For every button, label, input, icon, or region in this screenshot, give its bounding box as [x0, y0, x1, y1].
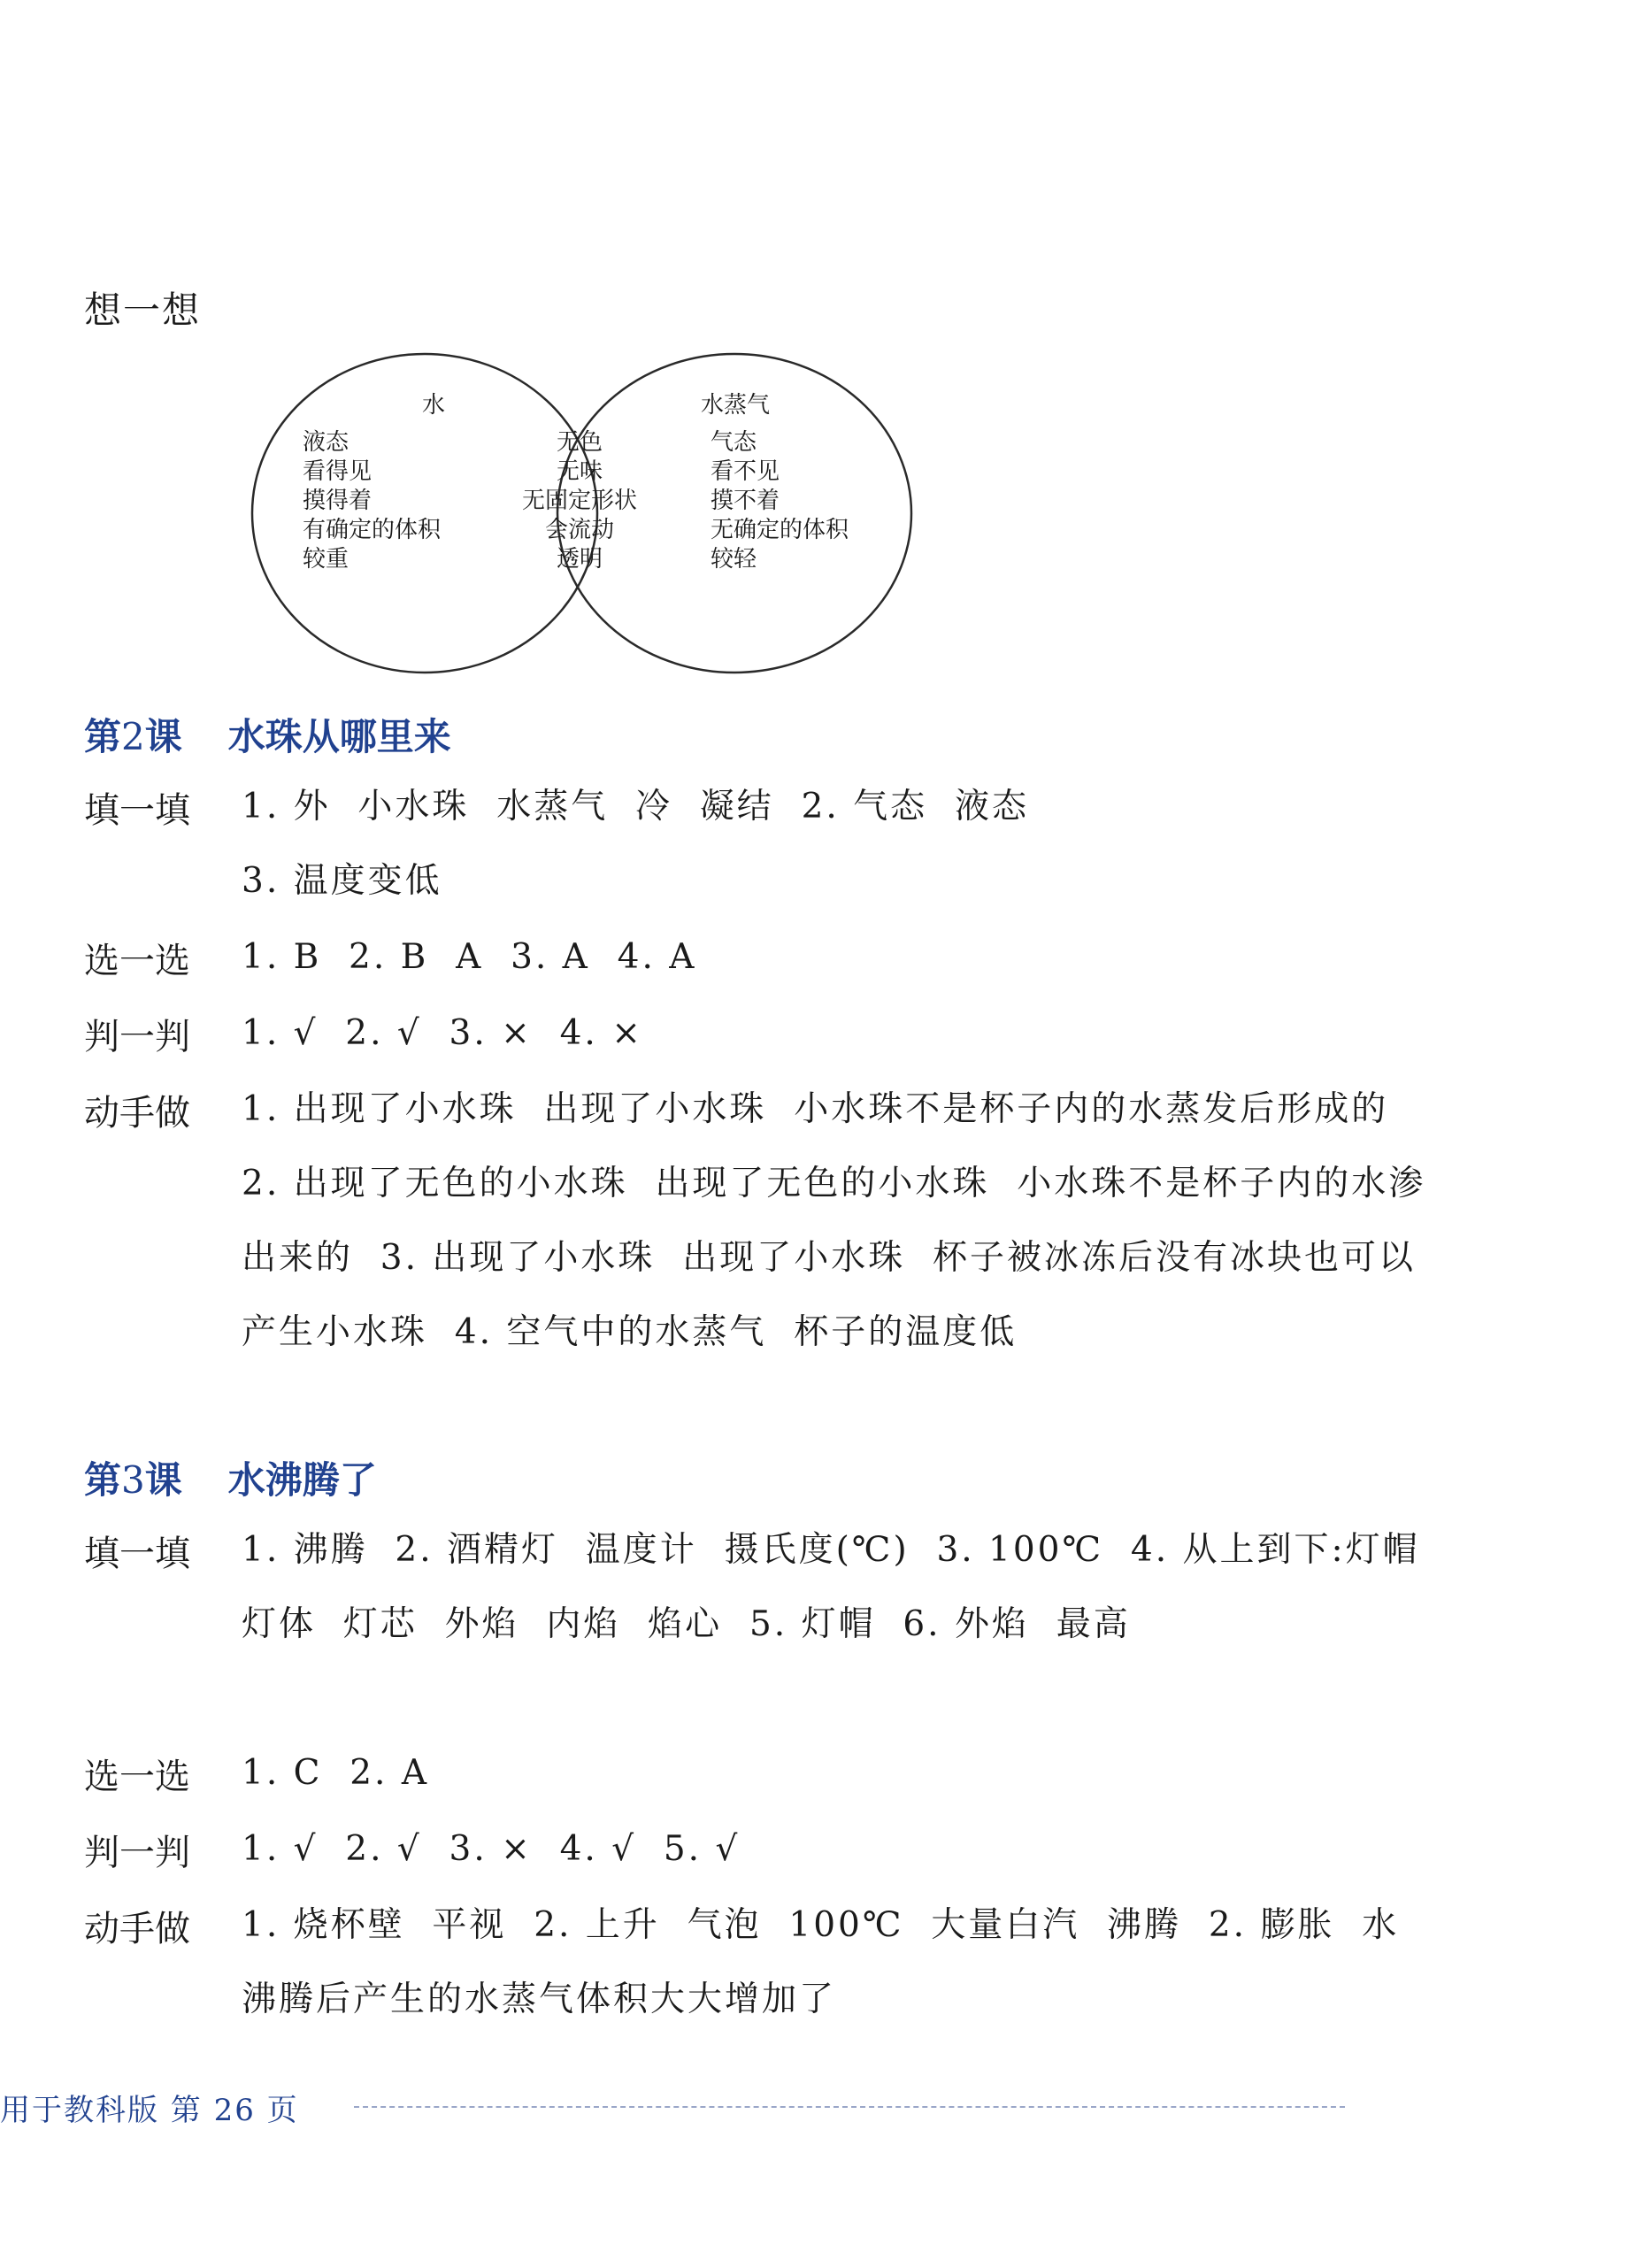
venn-diagram [230, 345, 938, 681]
venn-right-item: 看不见 [711, 458, 780, 485]
venn-left-item: 有确定的体积 [303, 517, 442, 543]
do-label: 动手做 [84, 1909, 190, 1949]
think-section-title: 想一想 [84, 288, 202, 332]
lesson-3-choose-answer: 1. C 2. A [242, 1753, 430, 1793]
venn-right-item: 较轻 [711, 546, 757, 573]
venn-middle-item: 透明 [556, 546, 603, 573]
lesson-2-title: 水珠从哪里来 [227, 715, 451, 758]
judge-label: 判一判 [84, 1833, 190, 1873]
venn-left-item: 摸得着 [303, 488, 373, 514]
lesson-2-number: 2 [121, 715, 145, 758]
lesson-2-suffix: 课 [144, 715, 182, 758]
do-label: 动手做 [84, 1093, 190, 1134]
venn-right-item: 气态 [711, 429, 757, 456]
lesson-3-prefix: 第 [84, 1458, 122, 1502]
lesson-2-do-answer: 1. 出现了小水珠 出现了小水珠 小水珠不是杯子内的水蒸发后形成的 2. 出现了无色的小水珠 出现了无色的小水珠 小水珠不是杯子内的水渗出来的 3. 出现了小水珠 出现了小水珠 杯子被冰冻后没有冰块也可以产生小水珠 4. 空气中的水蒸气 杯子的温度低 [242, 1089, 1426, 1352]
lesson-2-fill-answer: 1. 外 小水珠 水蒸气 冷 凝结 2. 气态 液态 3. 温度变低 [242, 787, 1029, 901]
lesson-3-suffix: 课 [144, 1458, 182, 1502]
venn-right-item: 无确定的体积 [711, 517, 849, 543]
venn-middle-item: 无色 [556, 429, 603, 456]
lesson-2-choose-answer: 1. B 2. B A 3. A 4. A [242, 937, 697, 977]
footer-divider [354, 2106, 1345, 2108]
lesson-2-heading [84, 708, 451, 761]
lesson-3-do-answer: 1. 烧杯壁 平视 2. 上升 气泡 100℃ 大量白汽 沸腾 2. 膨胀 水沸腾后产生的水蒸气体积大大增加了 [242, 1905, 1400, 2019]
lesson-3-title: 水沸腾了 [227, 1458, 377, 1502]
lesson-2-prefix: 第 [84, 715, 122, 758]
lesson-3-heading [84, 1451, 377, 1504]
lesson-3-number: 3 [121, 1458, 145, 1502]
page-footer: 用于教科版 第 26 页 [0, 2093, 299, 2128]
venn-middle-list [522, 429, 637, 573]
venn-right-list [711, 429, 849, 573]
venn-middle-item: 无味 [556, 458, 603, 485]
lesson-3-judge-answer: 1. √ 2. √ 3. × 4. √ 5. √ [242, 1829, 741, 1869]
choose-label: 选一选 [84, 1757, 190, 1797]
venn-right-item: 摸不着 [711, 488, 780, 514]
fill-label: 填一填 [84, 790, 190, 831]
venn-left-item: 液态 [303, 429, 350, 456]
lesson-3-fill-answer: 1. 沸腾 2. 酒精灯 温度计 摄氏度(℃) 3. 100℃ 4. 从上到下:灯帽 灯体 灯芯 外焰 内焰 焰心 5. 灯帽 6. 外焰 最高 [242, 1530, 1448, 1644]
venn-right-title: 水蒸气 [701, 392, 771, 419]
venn-middle-item: 会流动 [544, 517, 615, 543]
fill-label: 填一填 [84, 1534, 190, 1574]
venn-left-item: 较重 [303, 546, 350, 573]
venn-left-list [303, 429, 442, 573]
lesson-2-judge-answer: 1. √ 2. √ 3. × 4. × [242, 1013, 643, 1053]
venn-left-title: 水 [421, 392, 446, 419]
choose-label: 选一选 [84, 941, 190, 981]
venn-left-item: 看得见 [303, 458, 373, 485]
judge-label: 判一判 [84, 1017, 190, 1057]
venn-middle-item: 无固定形状 [521, 488, 638, 514]
